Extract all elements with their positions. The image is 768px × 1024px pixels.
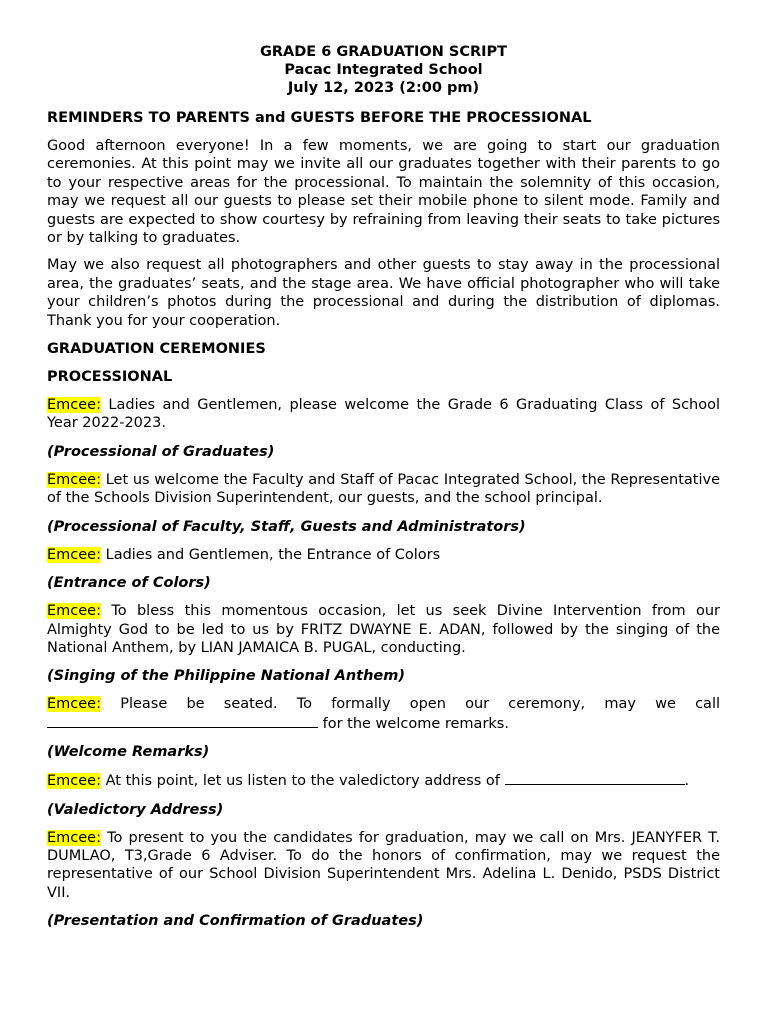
emcee-label: Emcee:	[47, 397, 101, 414]
script-line	[47, 771, 720, 790]
script-text: Let us welcome the Faculty and Staff of Pacac Integrated School, the Representative of the Schools Division Superintendent, our guests, and the school principal.	[47, 471, 720, 507]
script-line	[47, 546, 720, 564]
doc-title: GRADE 6 GRADUATION SCRIPT	[259, 44, 508, 60]
script-text: At this point, let us listen to the valedictory address of	[105, 773, 500, 790]
reminders-paragraph-2: May we also request all photographers and other guests to stay away in the processional area, the graduates’ seats, and the stage area. We have official photographer who will take your children’s photos during the processional and during the distribution of diplomas. Thank you for your cooperation.	[47, 257, 720, 329]
fill-in-blank	[505, 771, 685, 785]
stage-direction: (Singing of the Philippine National Anthem)	[47, 668, 405, 685]
reminders-heading: REMINDERS TO PARENTS and GUESTS BEFORE THE PROCESSIONAL	[47, 110, 592, 126]
script-text: To present to you the candidates for graduation, may we call on Mrs. JEANYFER T. DUMLAO, T3,Grade 6 Adviser. To do the honors of confirmation, may we request the representative of our School Division Superintendent Mrs. Adelina L. Denido, PSDS District VII.	[47, 829, 720, 901]
emcee-label: Emcee:	[47, 696, 101, 713]
stage-direction: (Entrance of Colors)	[47, 575, 211, 592]
reminders-paragraph-1: Good afternoon everyone! In a few moments, we are going to start our graduation ceremonies. At this point may we invite all our graduates together with their parents to go to your respective areas for the processional. To maintain the solemnity of this occasion, may we request all our guests to please set their mobile phone to silent mode. Family and guests are expected to show courtesy by refraining from leaving their seats to take pictures or by talking to graduates.	[47, 138, 720, 247]
script-line	[47, 829, 720, 903]
event-date: July 12, 2023 (2:00 pm)	[287, 80, 480, 96]
script-line	[47, 695, 720, 733]
script-line	[47, 471, 720, 508]
stage-direction: (Processional of Faculty, Staff, Guests and Administrators)	[47, 518, 526, 535]
script-line	[47, 602, 720, 657]
script-text: for the welcome remarks.	[322, 715, 509, 732]
emcee-label: Emcee:	[47, 546, 101, 563]
stage-direction: (Welcome Remarks)	[47, 744, 210, 761]
processional-heading: PROCESSIONAL	[47, 369, 173, 386]
script-text: Ladies and Gentlemen, please welcome the Grade 6 Graduating Class of School Year 2022-2023.	[47, 397, 720, 432]
emcee-label: Emcee:	[47, 829, 101, 846]
school-name: Pacac Integrated School	[284, 62, 483, 78]
stage-direction: (Processional of Graduates)	[47, 443, 275, 460]
script-text: Please be seated. To formally open our ceremony, may we call	[120, 696, 721, 713]
emcee-label: Emcee:	[47, 773, 101, 790]
fill-in-blank	[47, 714, 318, 728]
document-page	[47, 43, 720, 930]
script-line	[47, 396, 720, 433]
script-text: Ladies and Gentlemen, the Entrance of Colors	[105, 546, 441, 563]
stage-direction: (Presentation and Confirmation of Graduates)	[47, 913, 424, 930]
emcee-label: Emcee:	[47, 471, 101, 488]
ceremonies-heading: GRADUATION CEREMONIES	[47, 341, 266, 358]
script-text: .	[684, 773, 690, 790]
emcee-label: Emcee:	[47, 603, 101, 620]
stage-direction: (Valedictory Address)	[47, 801, 224, 818]
script-text: To bless this momentous occasion, let us seek Divine Intervention from our Almighty God to be led to us by FRITZ DWAYNE E. ADAN, followed by the singing of the National Anthem, by LIAN JAMAICA B. PUGAL, conducting.	[47, 603, 721, 656]
